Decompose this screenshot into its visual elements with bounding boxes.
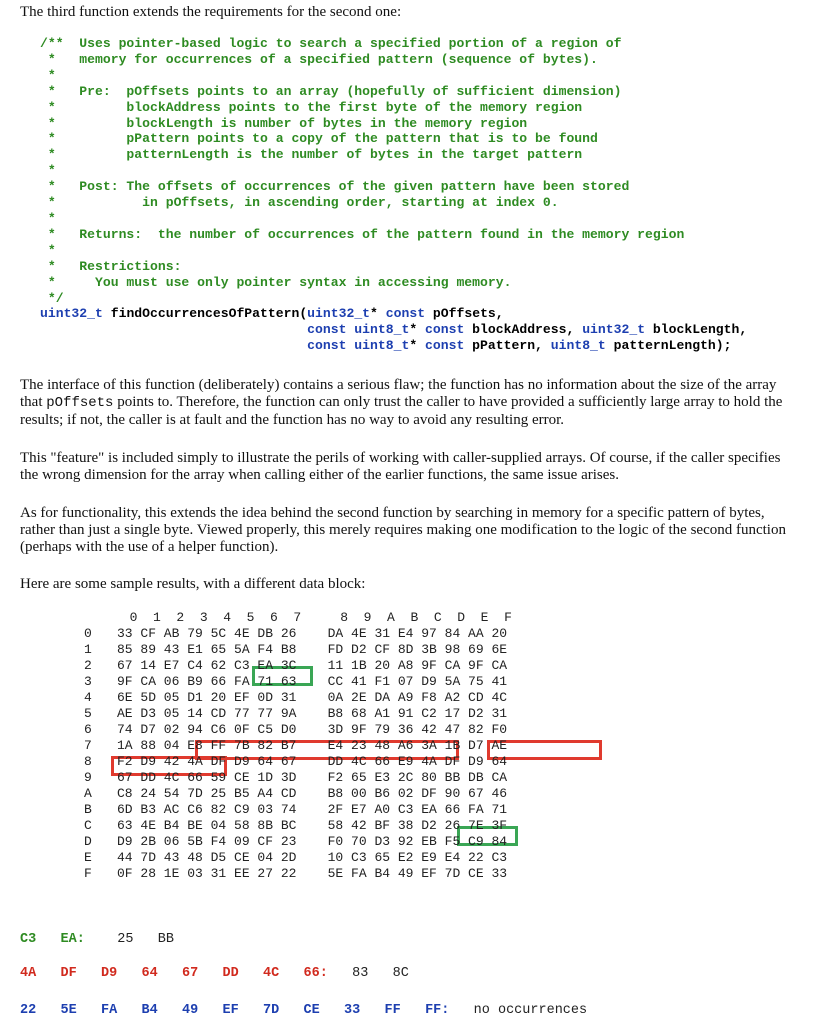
result-pattern-3: 22 5E FA B4 49 EF 7D CE 33 FF FF: xyxy=(20,1003,450,1018)
code-line xyxy=(40,243,747,259)
code-segment: * patternLength is the number of bytes in the target pattern xyxy=(40,147,583,163)
code-segment: * Returns: the number of occurrences of the pattern found in the memory region xyxy=(40,226,685,242)
hex-row-index: 2 xyxy=(84,658,92,673)
result-offsets-1: 25 BB xyxy=(84,932,174,947)
code-segment: * xyxy=(409,338,426,354)
code-segment: pPattern, xyxy=(464,338,551,354)
hex-column-header: 0 1 2 3 4 5 6 7 8 9 A B C D E F xyxy=(114,610,512,625)
code-segment: * xyxy=(409,322,426,338)
code-segment: * blockLength is number of bytes in the memory region xyxy=(40,115,528,131)
hex-dump xyxy=(0,610,826,920)
result-offsets-3: no occurrences xyxy=(449,1003,588,1018)
code-segment: uint32_t xyxy=(40,306,103,322)
code-segment xyxy=(40,322,307,337)
code-line xyxy=(40,147,747,163)
hex-row-index: 3 xyxy=(84,674,92,689)
hex-row-index: 7 xyxy=(84,738,92,753)
code-segment: * Post: The offsets of occurrences of the given pattern have been stored xyxy=(40,179,630,195)
hex-row-index: 0 xyxy=(84,626,92,641)
hex-row-bytes: 1A 88 04 E8 FF 7B 82 B7 E4 23 48 A6 3A 1B D7 AE xyxy=(117,738,508,753)
code-segment: * xyxy=(370,306,386,322)
code-line xyxy=(40,163,747,179)
hex-row-index: D xyxy=(84,834,92,849)
hex-row-bytes: 85 89 43 E1 65 5A F4 B8 FD D2 CF 8D 3B 98 69 6E xyxy=(117,642,508,657)
code-line xyxy=(40,322,747,338)
code-line xyxy=(40,100,747,116)
hex-row-bytes: 0F 28 1E 03 31 EE 27 22 5E FA B4 49 EF 7D CE 33 xyxy=(117,866,508,881)
code-segment: * You must use only pointer syntax in accessing memory. xyxy=(40,274,512,290)
hex-row-index: 6 xyxy=(84,722,92,737)
hex-row-index: 1 xyxy=(84,642,92,657)
code-segment: /** Uses pointer-based logic to search a specified portion of a region of xyxy=(40,36,622,51)
code-segment: const xyxy=(425,338,465,354)
code-segment: const xyxy=(425,322,465,338)
result-row-1 xyxy=(20,932,174,947)
code-segment: uint32_t xyxy=(307,306,371,322)
function-code-block xyxy=(40,36,747,354)
code-line xyxy=(40,338,747,354)
hex-row-bytes: 63 4E B4 BE 04 58 8B BC 58 42 BF 38 D2 26 7E 3F xyxy=(117,818,508,833)
code-segment: uint8_t xyxy=(550,338,606,354)
hex-row-bytes: 44 7D 43 48 D5 CE 04 2D 10 C3 65 E2 E9 E4 22 C3 xyxy=(117,850,508,865)
code-segment: * Pre: pOffsets points to an array (hopefully of sufficient dimension) xyxy=(40,83,622,99)
code-segment: pOffsets, xyxy=(425,306,504,322)
hex-row-index: 4 xyxy=(84,690,92,705)
hex-row-index: 9 xyxy=(84,770,92,785)
code-line xyxy=(40,36,747,52)
code-segment: patternLength); xyxy=(605,338,732,354)
code-segment: const xyxy=(385,306,426,322)
para1-code-term: pOffsets xyxy=(46,395,114,411)
code-segment: * in pOffsets, in ascending order, starting at index 0. xyxy=(40,195,559,211)
hex-row-index: 8 xyxy=(84,754,92,769)
result-offsets-2: 83 8C xyxy=(327,966,409,981)
result-pattern-1: C3 EA: xyxy=(20,932,85,947)
code-segment: const uint8_t xyxy=(307,338,410,354)
hex-row-bytes: F2 D9 42 4A DF D9 64 67 DD 4C 66 E9 4A DF D9 64 xyxy=(117,754,508,769)
hex-row-bytes: C8 24 54 7D 25 B5 A4 CD B8 00 B6 02 DF 90 67 46 xyxy=(117,786,508,801)
code-segment: findOccurrencesOfPattern( xyxy=(102,306,308,322)
code-line xyxy=(40,68,747,84)
hex-row-bytes: AE D3 05 14 CD 77 77 9A B8 68 A1 91 C2 17 D2 31 xyxy=(117,706,508,721)
code-line xyxy=(40,259,747,275)
code-segment: * memory for occurrences of a specified pattern (sequence of bytes). xyxy=(40,51,598,67)
code-segment: blockAddress, xyxy=(464,322,583,338)
paragraph-feature: This "feature" is included simply to illustrate the perils of working with caller-supplied arrays. Of course, if the caller specifies the wrong dimension for the array when calling either of the earlier functions, the same issue arises. xyxy=(20,450,781,483)
hex-row-bytes: 9F CA 06 B9 66 FA 71 63 CC 41 F1 07 D9 5A 75 41 xyxy=(117,674,508,689)
code-line xyxy=(40,52,747,68)
code-segment: * Restrictions: xyxy=(40,258,182,274)
hex-row-bytes: 67 14 E7 C4 62 C3 EA 3C 11 1B 20 A8 9F CA 9F CA xyxy=(117,658,508,673)
code-line xyxy=(40,306,747,322)
code-segment: */ xyxy=(40,290,64,306)
code-segment: const uint8_t xyxy=(307,322,410,338)
code-line xyxy=(40,211,747,227)
code-segment: * xyxy=(40,163,56,179)
code-line xyxy=(40,291,747,307)
code-line xyxy=(40,116,747,132)
hex-row-bytes: 67 DD 4C 66 59 CE 1D 3D F2 65 E3 2C 80 BB DB CA xyxy=(117,770,508,785)
hex-row-bytes: D9 2B 06 5B F4 09 CF 23 F0 70 D3 92 EB F5 C9 84 xyxy=(117,834,508,849)
hex-row-index: C xyxy=(84,818,92,833)
code-line xyxy=(40,227,747,243)
hex-row-index: F xyxy=(84,866,92,881)
hex-row-bytes: 33 CF AB 79 5C 4E DB 26 DA 4E 31 E4 97 84 AA 20 xyxy=(117,626,508,641)
code-line xyxy=(40,275,747,291)
hex-row-bytes: 6D B3 AC C6 82 C9 03 74 2F E7 A0 C3 EA 66 FA 71 xyxy=(117,802,508,817)
code-line xyxy=(40,131,747,147)
hex-row-index: B xyxy=(84,802,92,817)
code-segment: * xyxy=(40,67,56,83)
code-segment: blockLength, xyxy=(645,322,748,338)
paragraph-functionality: As for functionality, this extends the idea behind the second function by searching in memory for a specific pattern of bytes, rather than just a single byte. Viewed properly, this merely requires making one modification to the logic of the second function (perhaps with the use of a helper function). xyxy=(20,505,786,555)
hex-row-index: A xyxy=(84,786,92,801)
code-segment: uint32_t xyxy=(582,322,646,338)
result-row-3 xyxy=(20,1003,587,1018)
code-line xyxy=(40,195,747,211)
result-row-2 xyxy=(20,966,409,981)
hex-row-bytes: 74 D7 02 94 C6 0F C5 D0 3D 9F 79 36 42 47 82 F0 xyxy=(117,722,508,737)
code-segment xyxy=(40,338,307,353)
code-segment: * blockAddress points to the first byte of the memory region xyxy=(40,99,583,115)
code-line xyxy=(40,84,747,100)
hex-row-index: 5 xyxy=(84,706,92,721)
paragraph-sample-intro: Here are some sample results, with a different data block: xyxy=(20,576,366,592)
result-pattern-2: 4A DF D9 64 67 DD 4C 66: xyxy=(20,966,328,981)
intro-text: The third function extends the requirements for the second one: xyxy=(20,4,402,20)
code-segment: * pPattern points to a copy of the pattern that is to be found xyxy=(40,131,598,147)
code-segment: * xyxy=(40,242,56,258)
para1-text-b: points to. Therefore, the function can only trust the caller to have provided a sufficiently large array to hold the results; if not, the caller is at fault and the function has no way to avoid any resulting error. xyxy=(20,394,783,428)
code-line xyxy=(40,179,747,195)
code-segment: * xyxy=(40,210,56,226)
hex-row-bytes: 6E 5D 05 D1 20 EF 0D 31 0A 2E DA A9 F8 A2 CD 4C xyxy=(117,690,508,705)
hex-row-index: E xyxy=(84,850,92,865)
para1-text-a: The interface of this function (deliberately) contains a serious flaw; the function has no information about the size of the array that xyxy=(20,377,777,410)
paragraph-interface-flaw xyxy=(20,377,800,429)
